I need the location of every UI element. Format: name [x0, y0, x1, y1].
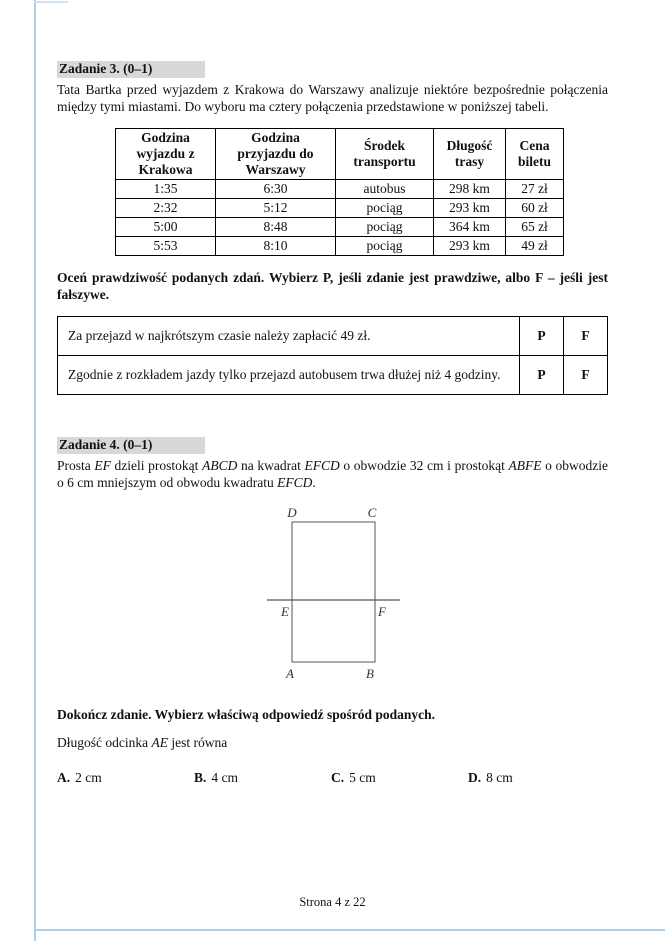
geometry-figure: [252, 501, 472, 686]
cell-departure: 5:53: [116, 237, 216, 256]
scan-border-bottom: [34, 929, 665, 931]
task-4-instruction: Dokończ zdanie. Wybierz właściwą odpowiedź spośród podanych.: [57, 707, 436, 722]
task-4-intro: Prosta EF dzieli prostokąt ABCD na kwadrat EFCD o obwodzie 32 cm i prostokąt ABFE o obwodzie o 6 cm mniejszym od obwodu kwadratu EFCD.: [57, 458, 608, 490]
task-3-intro: Tata Bartka przed wyjazdem z Krakowa do Warszawy analizuje niektóre bezpośrednie połączenia między tymi miastami. Do wyboru ma cztery połączenia przedstawione w poniższej tabeli.: [57, 82, 608, 114]
scan-border-left: [34, 0, 36, 941]
cell-transport: autobus: [336, 180, 434, 199]
cell-price: 27 zł: [506, 180, 564, 199]
vertex-label-e: E: [281, 604, 289, 619]
statement-1-option-false[interactable]: F: [564, 317, 608, 356]
statement-1-option-true[interactable]: P: [520, 317, 564, 356]
answer-option-c[interactable]: [331, 770, 468, 786]
statement-2-option-true[interactable]: P: [520, 356, 564, 395]
cell-distance: 293 km: [434, 199, 506, 218]
answer-text: 2 cm: [75, 770, 102, 785]
vertex-label-d: D: [287, 505, 297, 520]
answer-letter: D.: [468, 770, 482, 785]
task-4-question: Długość odcinka AE jest równa: [57, 735, 228, 750]
scan-border-top: [34, 1, 68, 3]
table-row: [116, 218, 564, 237]
connections-table: [115, 128, 564, 256]
cell-transport: pociąg: [336, 237, 434, 256]
cell-departure: 2:32: [116, 199, 216, 218]
cell-arrival: 6:30: [216, 180, 336, 199]
cell-departure: 5:00: [116, 218, 216, 237]
column-header-price: Cena biletu: [506, 129, 564, 180]
table-row: [116, 237, 564, 256]
cell-distance: 293 km: [434, 237, 506, 256]
answer-letter: B.: [194, 770, 207, 785]
cell-distance: 364 km: [434, 218, 506, 237]
task-4-header: Zadanie 4. (0–1): [57, 437, 205, 454]
answer-option-b[interactable]: [194, 770, 331, 786]
statement-text: Za przejazd w najkrótszym czasie należy zapłacić 49 zł.: [58, 317, 520, 356]
answer-text: 4 cm: [211, 770, 239, 785]
answer-option-a[interactable]: [57, 770, 194, 786]
vertex-label-b: B: [366, 666, 374, 681]
cell-departure: 1:35: [116, 180, 216, 199]
page-number: Strona 4 z 22: [299, 895, 366, 909]
table-row: [116, 199, 564, 218]
answer-options: [57, 770, 608, 786]
answer-letter: A.: [57, 770, 71, 785]
task-4-section: [57, 437, 608, 786]
connections-table-body: [116, 180, 564, 256]
cell-arrival: 8:10: [216, 237, 336, 256]
header-row: [116, 129, 564, 180]
cell-arrival: 8:48: [216, 218, 336, 237]
rectangle-diagram: [252, 501, 472, 686]
answer-text: 8 cm: [486, 770, 513, 785]
cell-distance: 298 km: [434, 180, 506, 199]
column-header-departure: Godzina wyjazdu z Krakowa: [116, 129, 216, 180]
column-header-transport: Środek transportu: [336, 129, 434, 180]
task-3-header: Zadanie 3. (0–1): [57, 61, 205, 78]
connections-table-head: [116, 129, 564, 180]
vertex-label-f: F: [378, 604, 386, 619]
cell-transport: pociąg: [336, 218, 434, 237]
column-header-arrival: Godzina przyjazdu do Warszawy: [216, 129, 336, 180]
rectangle-abcd: [292, 522, 375, 662]
cell-price: 65 zł: [506, 218, 564, 237]
statement-row: [58, 356, 608, 395]
table-row: [116, 180, 564, 199]
answer-text: 5 cm: [349, 770, 376, 785]
vertex-label-a: A: [286, 666, 294, 681]
statement-text: Zgodnie z rozkładem jazdy tylko przejazd autobusem trwa dłużej niż 4 godziny.: [58, 356, 520, 395]
answer-letter: C.: [331, 770, 345, 785]
vertex-label-c: C: [367, 505, 377, 520]
task-3-section: [57, 61, 608, 395]
cell-price: 49 zł: [506, 237, 564, 256]
column-header-distance: Długość trasy: [434, 129, 506, 180]
cell-transport: pociąg: [336, 199, 434, 218]
task-3-instruction: Oceń prawdziwość podanych zdań. Wybierz P, jeśli zdanie jest prawdziwe, albo F – jeśli jest fałszywe.: [57, 270, 608, 302]
answer-option-d[interactable]: [468, 770, 605, 786]
statement-2-option-false[interactable]: F: [564, 356, 608, 395]
statements-table: [57, 316, 608, 395]
cell-price: 60 zł: [506, 199, 564, 218]
statement-row: [58, 317, 608, 356]
exam-page: [57, 61, 608, 909]
cell-arrival: 5:12: [216, 199, 336, 218]
